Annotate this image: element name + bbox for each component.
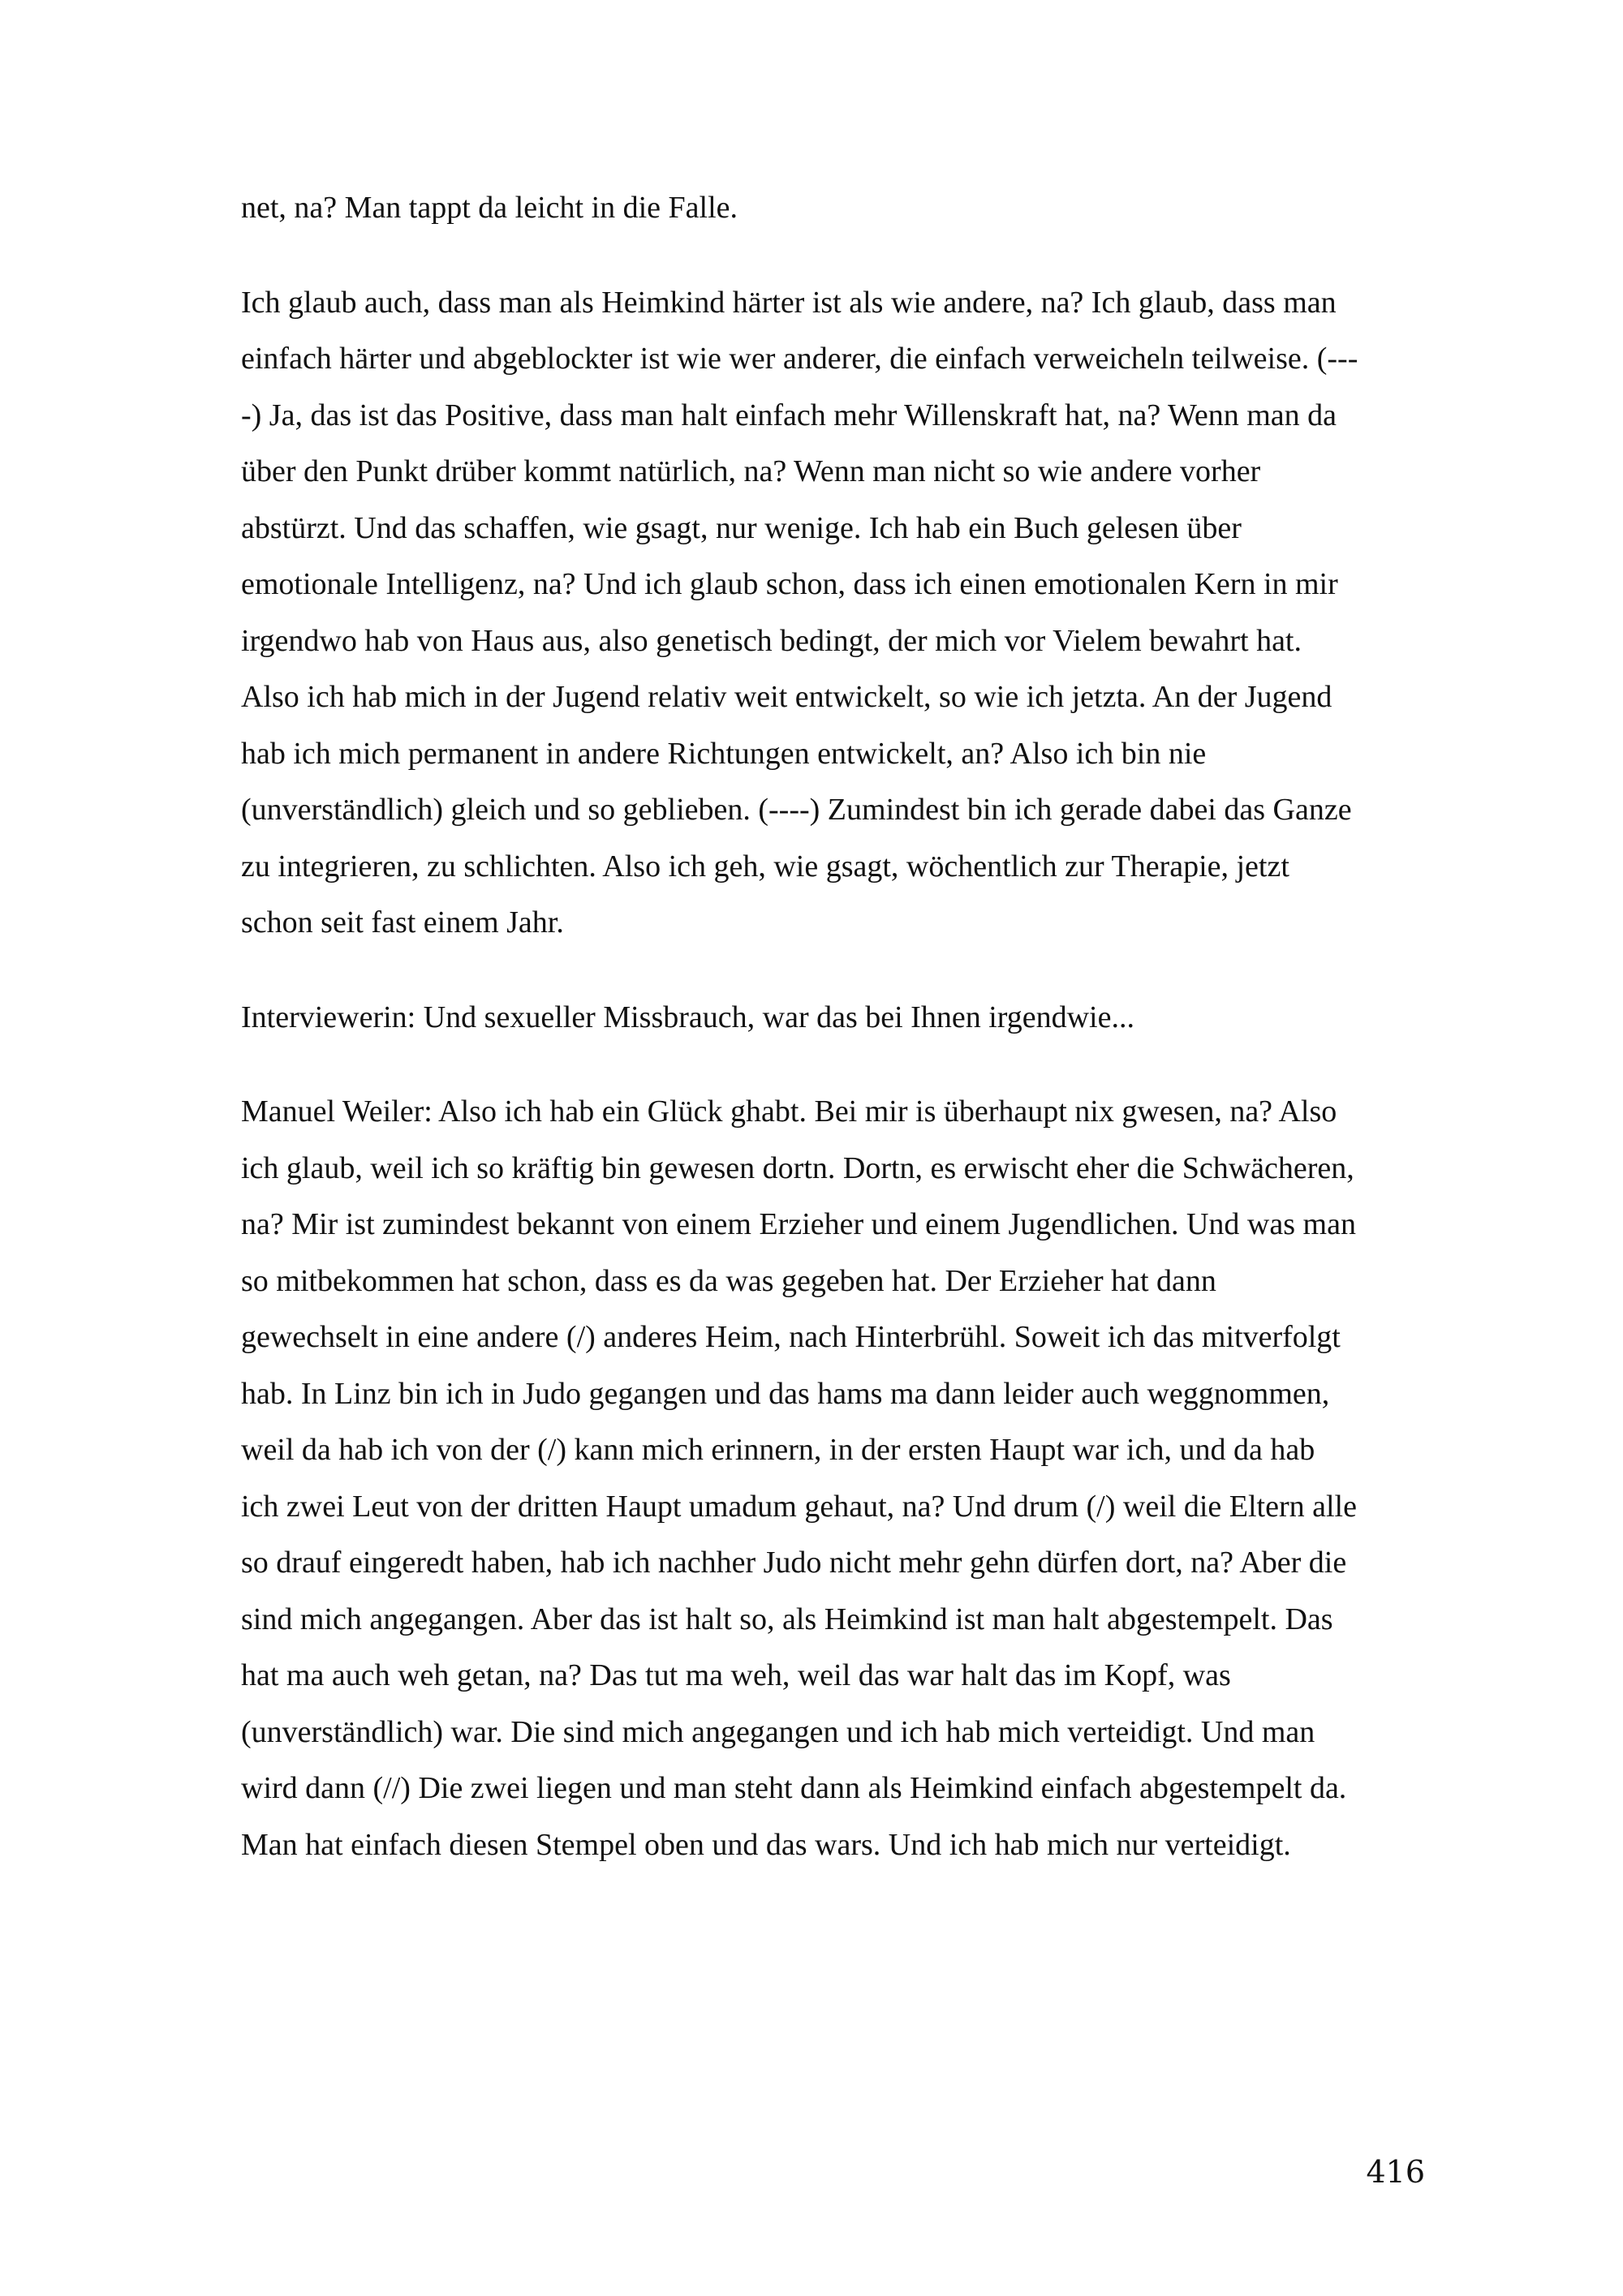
paragraph-continuation: net, na? Man tappt da leicht in die Falle. [241, 191, 738, 225]
body-text [241, 180, 1426, 1911]
paragraph-heimkind: Ich glaub auch, dass man als Heimkind härter ist als wie andere, na? Ich glaub, dass man einfach härter und abgeblockter ist wie wer anderer, die einfach verweicheln teilweise. (--- -) Ja, das ist das Positive, dass man halt einfach mehr Willenskraft hat, na? Wenn man da über den Punkt drüber kommt natürlich, na? Wenn man nicht so wie andere vorher abstürzt. Und das schaffen, wie gsagt, nur wenige. Ich hab ein Buch gelesen über emotionale Intelligenz, na? Und ich glaub schon, dass ich einen emotionalen Kern in mir irgendwo hab von Haus aus, also genetisch bedingt, der mich vor Vielem bewahrt hat. Also ich hab mich in der Jugend relativ weit entwickelt, so wie ich jetzta. An der Jugend hab ich mich permanent in andere Richtungen entwickelt, an? Also ich bin nie (unverständlich) gleich und so geblieben. (----) Zumindest bin ich gerade dabei das Ganze zu integrieren, zu schlichten. Also ich geh, wie gsagt, wöchentlich zur Therapie, jetzt schon seit fast einem Jahr. [241, 285, 1358, 939]
paragraph-interviewer-question: Interviewerin: Und sexueller Missbrauch, war das bei Ihnen irgendwie... [241, 1000, 1134, 1034]
page-number: 416 [1366, 2154, 1425, 2190]
paragraph-interviewee-answer: Manuel Weiler: Also ich hab ein Glück ghabt. Bei mir is überhaupt nix gwesen, na? Also ich glaub, weil ich so kräftig bin gewesen dortn. Dortn, es erwischt eher die Schwächeren, na? Mir ist zumindest bekannt von einem Erzieher und einem Jugendlichen. Und was man so mitbekommen hat schon, dass es da was gegeben hat. Der Erzieher hat dann gewechselt in eine andere (/) anderes Heim, nach Hinterbrühl. Soweit ich das mitverfolgt hab. In Linz bin ich in Judo gegangen und das hams ma dann leider auch weggnommen, weil da hab ich von der (/) kann mich erinnern, in der ersten Haupt war ich, und da hab ich zwei Leut von der dritten Haupt umadum gehaut, na? Und drum (/) weil die Eltern alle so drauf eingeredt haben, hab ich nachher Judo nicht mehr gehn dürfen dort, na? Aber die sind mich angegangen. Aber das ist halt so, als Heimkind ist man halt abgestempelt. Das hat ma auch weh getan, na? Das tut ma weh, weil das war halt das im Kopf, was (unverständlich) war. Die sind mich angegangen und ich hab mich verteidigt. Und man wird dann (//) Die zwei liegen und man steht dann als Heimkind einfach abgestempelt da. Man hat einfach diesen Stempel oben und das wars. Und ich hab mich nur verteidigt. [241, 1094, 1357, 1862]
